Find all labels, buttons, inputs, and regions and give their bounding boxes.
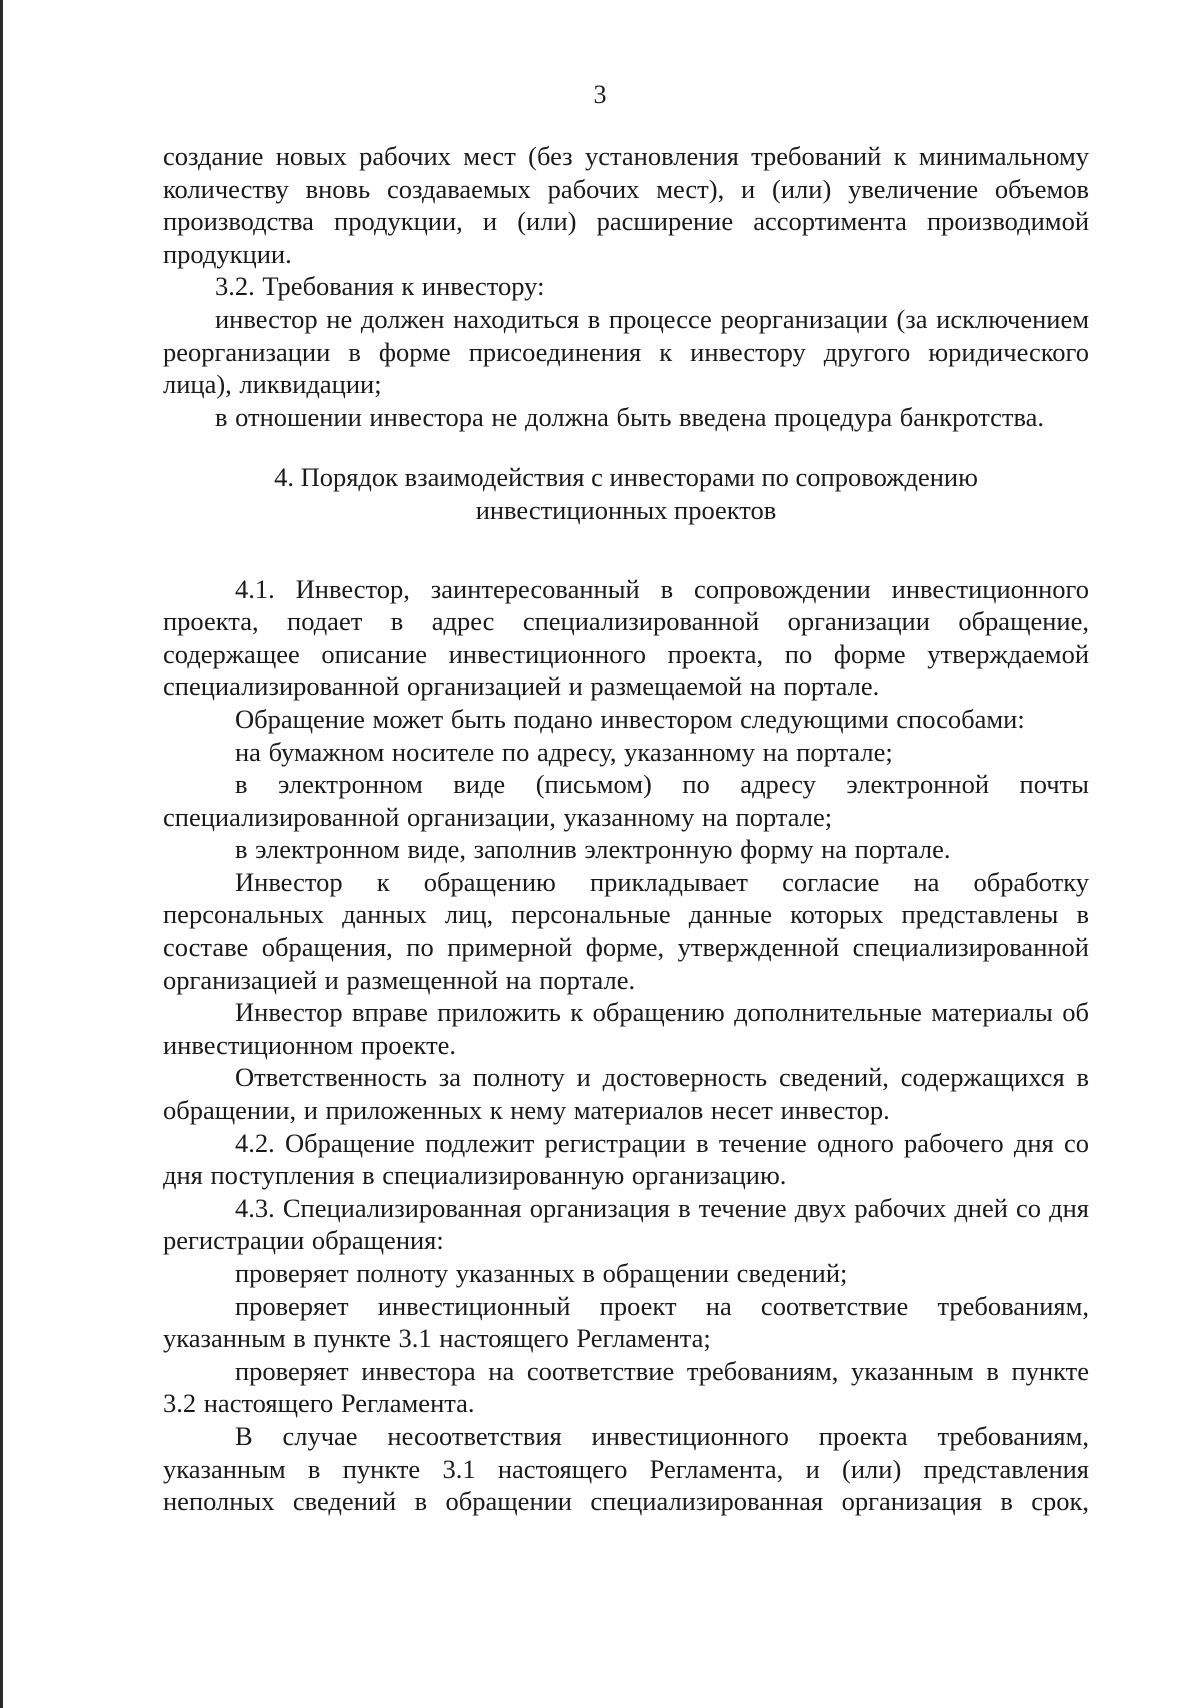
paragraph-3-2-title: 3.2. Требования к инвестору:: [215, 271, 545, 302]
paragraph-additional-materials: Инвестор вправе приложить к обращению дополнительные материалы об инвестиционном проекте.: [163, 997, 1089, 1060]
scan-edge-shadow: [0, 0, 3, 1708]
paragraph-job-creation: создание новых рабочих мест (без установления требований к минимальному количеству вновь создаваемых рабочих мест), и (или) увеличение объемов производства продукции, и (или) расширение ассортимента производимой продукции.: [163, 141, 1089, 269]
document-body: [163, 140, 1089, 1518]
paragraph-no-reorganization: инвестор не должен находиться в процессе реорганизации (за исключением реорганизации в форме присоединения к инвестору другого юридического лица), ликвидации;: [163, 303, 1089, 400]
paragraph-email-submission: в электронном виде (письмом) по адресу электронной почты специализированной организации, указанному на портале;: [163, 769, 1089, 832]
section-4-heading-line2: инвестиционных проектов: [475, 494, 777, 525]
paragraph-responsibility: Ответственность за полноту и достоверность сведений, содержащихся в обращении, и приложенных к нему материалов несет инвестор.: [163, 1062, 1089, 1126]
paragraph-check-completeness: проверяет полноту указанных в обращении сведений;: [235, 1258, 848, 1288]
page-number: 3: [593, 80, 607, 109]
paragraph-check-project: проверяет инвестиционный проект на соответствие требованиям, указанным в пункте 3.1 настоящего Регламента;: [163, 1290, 1089, 1354]
paragraph-no-bankruptcy: в отношении инвестора не должна быть введена процедура банкротства.: [215, 401, 1045, 432]
paragraph-nonconformity: В случае несоответствия инвестиционного проекта требованиям, указанным в пункте 3.1 настоящего Регламента, и (или) представления неполных сведений в обращении специализированная организация в срок,: [163, 1420, 1089, 1517]
paragraph-4-3: 4.3. Специализированная организация в течение двух рабочих дней со дня регистрации обращения:: [163, 1192, 1089, 1256]
paragraph-4-2: 4.2. Обращение подлежит регистрации в течение одного рабочего дня со дня поступления в специализированную организацию.: [163, 1127, 1089, 1191]
paragraph-submission-methods: Обращение может быть подано инвестором следующими способами:: [235, 703, 1025, 734]
paragraph-personal-data-consent: Инвестор к обращению прикладывает согласие на обработку персональных данных лиц, персональные данные которых представлены в составе обращения, по примерной форме, утвержденной специализированной организацией и размещенной на портале.: [163, 866, 1089, 995]
section-4-heading: [163, 461, 1089, 526]
section-4-heading-line1: 4. Порядок взаимодействия с инвесторами по сопровождению: [274, 462, 978, 493]
paragraph-paper-submission: на бумажном носителе по адресу, указанному на портале;: [235, 736, 893, 767]
paragraph-form-submission: в электронном виде, заполнив электронную форму на портале.: [235, 834, 951, 865]
paragraph-4-1: 4.1. Инвестор, заинтересованный в сопровождении инвестиционного проекта, подает в адрес специализированной организации обращение, содержащее описание инвестиционного проекта, по форме утверждаемой специализированной организацией и размещаемой на портале.: [163, 573, 1089, 702]
paragraph-check-investor: проверяет инвестора на соответствие требованиям, указанным в пункте 3.2 настоящего Регламента.: [163, 1355, 1089, 1419]
